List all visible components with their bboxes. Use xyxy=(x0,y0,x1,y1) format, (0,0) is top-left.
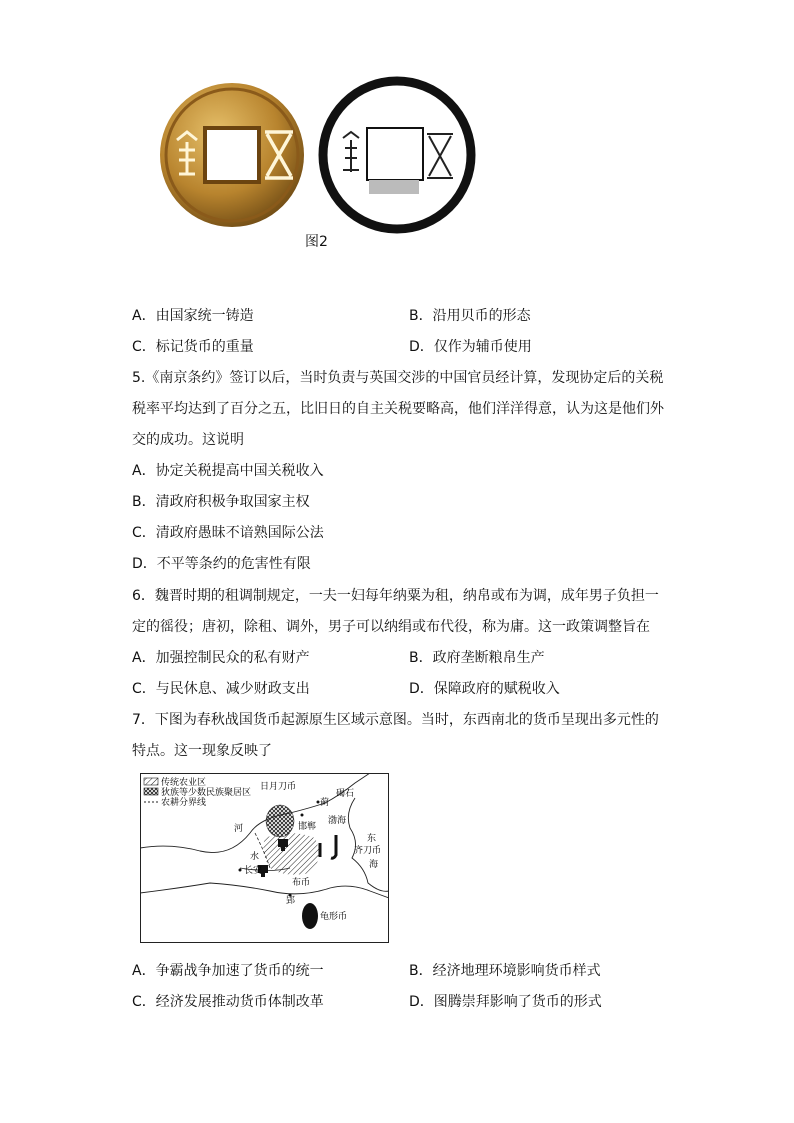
q5-stem-line3: 交的成功。这说明 xyxy=(132,432,244,448)
turtle-coin-icon xyxy=(302,903,318,929)
q6-option-b: B．政府垄断粮帛生产 xyxy=(409,650,545,666)
label-jieshi: 碣石 xyxy=(336,789,355,799)
q7-option-a: A．争霸战争加速了货币的统一 xyxy=(132,963,324,979)
q7-option-c: C．经济发展推动货币体制改革 xyxy=(132,994,324,1010)
q4-option-d: D．仅作为辅币使用 xyxy=(409,339,532,355)
label-changan: 长安 xyxy=(244,866,263,876)
q7-stem-line2: 特点。这一现象反映了 xyxy=(132,743,272,759)
minority-zone xyxy=(266,805,294,837)
q6-option-d: D．保障政府的赋税收入 xyxy=(409,681,560,697)
label-bohai: 渤海 xyxy=(328,816,347,826)
currency-region-map xyxy=(140,773,389,943)
q7-option-d: D．图腾崇拜影响了货币的形式 xyxy=(409,994,602,1010)
label-dong: 东 xyxy=(367,834,377,844)
q5-option-d: D．不平等条约的危害性有限 xyxy=(132,556,311,572)
legend-minority: 狄族等少数民族聚居区 xyxy=(161,788,252,798)
q5-option-b: B．清政府积极争取国家主权 xyxy=(132,494,310,510)
q5-stem-line2: 税率平均达到了百分之五，比旧日的自主关税要略高，他们洋洋得意，认为这是他们外 xyxy=(132,401,664,417)
label-qidao: 齐刀币 xyxy=(354,846,382,856)
label-hai: 海 xyxy=(369,860,379,870)
q4-option-a: A．由国家统一铸造 xyxy=(132,308,254,324)
label-guixing: 龟形币 xyxy=(320,912,348,922)
q4-option-c: C．标记货币的重量 xyxy=(132,339,254,355)
legend-agri: 传统农业区 xyxy=(161,778,207,788)
bronze-coin-photo xyxy=(160,83,304,227)
q4-option-b: B．沿用贝币的形态 xyxy=(409,308,531,324)
agri-zone xyxy=(263,833,319,875)
label-handan: 邯郸 xyxy=(298,822,317,832)
q6-stem-line1: 6．魏晋时期的租调制规定，一夫一妇每年纳粟为租，纳帛或布为调，成年男子负担一 xyxy=(132,588,659,604)
label-shui: 水 xyxy=(250,852,260,862)
q6-stem-line2: 定的徭役；唐初，除租、调外，男子可以纳绢或布代役，称为庸。这一政策调整旨在 xyxy=(132,619,650,635)
q7-stem-line1: 7．下图为春秋战国货币起源原生区域示意图。当时，东西南北的货币呈现出多元性的 xyxy=(132,712,659,728)
label-he: 河 xyxy=(234,824,244,834)
q6-option-c: C．与民休息、减少财政支出 xyxy=(132,681,310,697)
q5-option-c: C．清政府愚昧不谙熟国际公法 xyxy=(132,525,324,541)
label-ying: 郢 xyxy=(286,896,296,906)
label-ji: 蓟 xyxy=(320,798,330,808)
coin-rubbing xyxy=(323,81,471,229)
coin-figure xyxy=(157,70,479,260)
coin-images xyxy=(157,70,479,260)
figure-caption: 图2 xyxy=(305,234,328,250)
label-bubi: 布币 xyxy=(292,878,311,888)
q7-option-b: B．经济地理环境影响货币样式 xyxy=(409,963,601,979)
q5-stem-line1: 5.《南京条约》签订以后，当时负责与英国交涉的中国官员经计算，发现协定后的关税 xyxy=(132,370,664,386)
q5-option-a: A．协定关税提高中国关税收入 xyxy=(132,463,324,479)
legend-boundary: 农耕分界线 xyxy=(161,798,207,808)
label-riyue: 日月刀币 xyxy=(260,782,297,792)
q6-option-a: A．加强控制民众的私有财产 xyxy=(132,650,310,666)
